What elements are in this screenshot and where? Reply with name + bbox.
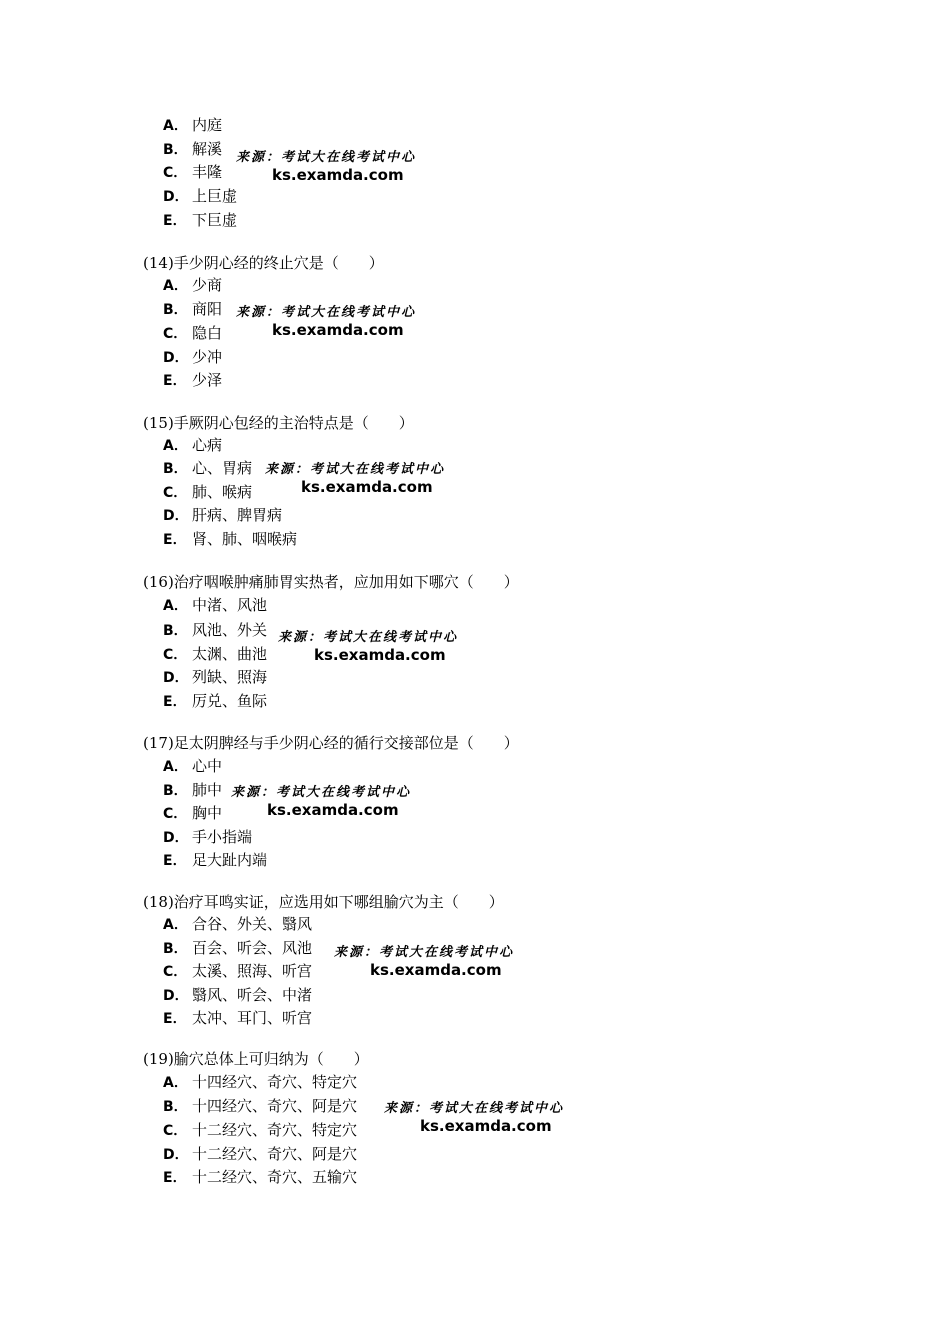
answer-option[interactable] (163, 323, 222, 344)
question-text: (16)治疗咽喉肿痛肺胃实热者，应加用如下哪穴（ ） (143, 573, 519, 591)
answer-option[interactable] (163, 914, 312, 935)
source-watermark (236, 150, 416, 184)
answer-option[interactable] (163, 644, 267, 665)
answer-option[interactable] (163, 505, 282, 526)
option-text: 太渊、曲池 (192, 645, 268, 663)
watermark-url: ks.examda.com (370, 961, 502, 979)
question-text: (19)腧穴总体上可归纳为（ ） (143, 1050, 369, 1068)
option-letter: E． (163, 853, 187, 869)
answer-option[interactable] (163, 595, 267, 616)
watermark-url: ks.examda.com (420, 1117, 552, 1135)
answer-option[interactable] (163, 370, 222, 391)
watermark-source-label: 来源：考试大在线考试中心 (236, 150, 417, 165)
option-text: 太冲、耳门、听宫 (192, 1009, 313, 1027)
option-text: 中渚、风池 (192, 596, 268, 614)
watermark-url: ks.examda.com (314, 646, 446, 664)
option-text: 解溪 (192, 140, 223, 158)
answer-option[interactable] (163, 827, 252, 848)
source-watermark (278, 630, 458, 664)
answer-option[interactable] (163, 938, 312, 959)
option-letter: E． (163, 373, 187, 389)
source-watermark (265, 462, 445, 496)
option-letter: A． (163, 917, 188, 933)
option-text: 隐白 (192, 324, 223, 342)
option-text: 内庭 (192, 116, 223, 134)
answer-option[interactable] (163, 850, 267, 871)
option-letter: A． (163, 1075, 188, 1091)
option-text: 上巨虚 (192, 187, 238, 205)
answer-option[interactable] (163, 1096, 357, 1117)
option-text: 心、胃病 (192, 459, 253, 477)
option-letter: D． (163, 508, 189, 524)
option-text: 胸中 (192, 804, 223, 822)
option-letter: E． (163, 1011, 187, 1027)
source-watermark (236, 305, 416, 339)
question-text: (18)治疗耳鸣实证，应选用如下哪组腧穴为主（ ） (143, 893, 504, 911)
option-text: 手小指端 (192, 828, 253, 846)
question-text: (14)手少阴心经的终止穴是（ ） (143, 254, 384, 272)
option-letter: A． (163, 438, 188, 454)
option-text: 足大趾内端 (192, 851, 268, 869)
option-letter: D． (163, 189, 189, 205)
watermark-source-label: 来源：考试大在线考试中心 (384, 1101, 565, 1116)
option-letter: E． (163, 213, 187, 229)
option-text: 下巨虚 (192, 211, 238, 229)
option-text: 十二经穴、奇穴、阿是穴 (192, 1145, 358, 1163)
option-letter: B． (163, 302, 188, 318)
option-letter: C． (163, 647, 188, 663)
answer-option[interactable] (163, 162, 222, 183)
answer-option[interactable] (163, 1167, 357, 1188)
option-letter: D． (163, 670, 189, 686)
answer-option[interactable] (163, 210, 237, 231)
answer-option[interactable] (163, 667, 267, 688)
option-letter: E． (163, 532, 187, 548)
answer-option[interactable] (163, 620, 267, 641)
option-text: 丰隆 (192, 163, 223, 181)
option-letter: C． (163, 964, 188, 980)
option-letter: B． (163, 783, 188, 799)
option-text: 十四经穴、奇穴、特定穴 (192, 1073, 358, 1091)
option-text: 少泽 (192, 371, 223, 389)
option-text: 十二经穴、奇穴、特定穴 (192, 1121, 358, 1139)
option-letter: E． (163, 1170, 187, 1186)
answer-option[interactable] (163, 529, 297, 550)
option-text: 厉兑、鱼际 (192, 692, 268, 710)
option-letter: B． (163, 1099, 188, 1115)
option-letter: B． (163, 623, 188, 639)
option-text: 列缺、照海 (192, 668, 268, 686)
answer-option[interactable] (163, 691, 267, 712)
answer-option[interactable] (163, 115, 222, 136)
option-text: 少冲 (192, 348, 223, 366)
question-text: (15)手厥阴心包经的主治特点是（ ） (143, 414, 414, 432)
option-text: 翳风、听会、中渚 (192, 986, 313, 1004)
option-letter: D． (163, 350, 189, 366)
option-letter: D． (163, 830, 189, 846)
option-letter: D． (163, 1147, 189, 1163)
answer-option[interactable] (163, 1008, 312, 1029)
option-letter: C． (163, 165, 188, 181)
option-letter: C． (163, 806, 188, 822)
option-letter: A． (163, 118, 188, 134)
option-text: 心病 (192, 436, 223, 454)
option-letter: B． (163, 941, 188, 957)
source-watermark (231, 785, 411, 819)
option-text: 十四经穴、奇穴、阿是穴 (192, 1097, 358, 1115)
option-letter: C． (163, 1123, 188, 1139)
watermark-source-label: 来源：考试大在线考试中心 (265, 462, 446, 477)
answer-option[interactable] (163, 803, 222, 824)
option-letter: A． (163, 598, 188, 614)
answer-option[interactable] (163, 482, 252, 503)
option-text: 肺中 (192, 781, 223, 799)
source-watermark (334, 945, 514, 979)
source-watermark (384, 1101, 564, 1135)
answer-option[interactable] (163, 435, 222, 456)
option-letter: C． (163, 485, 188, 501)
watermark-source-label: 来源：考试大在线考试中心 (278, 630, 459, 645)
watermark-url: ks.examda.com (272, 166, 404, 184)
option-text: 肾、肺、咽喉病 (192, 530, 298, 548)
answer-option[interactable] (163, 186, 237, 207)
answer-option[interactable] (163, 1072, 357, 1093)
watermark-url: ks.examda.com (272, 321, 404, 339)
answer-option[interactable] (163, 985, 312, 1006)
option-text: 肝病、脾胃病 (192, 506, 283, 524)
answer-option[interactable] (163, 299, 222, 320)
option-text: 十二经穴、奇穴、五输穴 (192, 1168, 358, 1186)
option-letter: D． (163, 988, 189, 1004)
option-letter: A． (163, 759, 188, 775)
question-text: (17)足太阴脾经与手少阴心经的循行交接部位是（ ） (143, 734, 519, 752)
option-text: 商阳 (192, 300, 223, 318)
answer-option[interactable] (163, 347, 222, 368)
option-letter: A． (163, 278, 188, 294)
watermark-source-label: 来源：考试大在线考试中心 (334, 945, 515, 960)
option-letter: B． (163, 461, 188, 477)
watermark-source-label: 来源：考试大在线考试中心 (231, 785, 412, 800)
option-letter: E． (163, 694, 187, 710)
answer-option[interactable] (163, 1120, 357, 1141)
option-text: 百会、听会、风池 (192, 939, 313, 957)
answer-option[interactable] (163, 961, 312, 982)
option-text: 风池、外关 (192, 621, 268, 639)
option-text: 心中 (192, 757, 223, 775)
answer-option[interactable] (163, 756, 222, 777)
answer-option[interactable] (163, 780, 222, 801)
answer-option[interactable] (163, 139, 222, 160)
answer-option[interactable] (163, 1144, 357, 1165)
option-text: 少商 (192, 276, 223, 294)
watermark-source-label: 来源：考试大在线考试中心 (236, 305, 417, 320)
option-text: 肺、喉病 (192, 483, 253, 501)
answer-option[interactable] (163, 458, 252, 479)
option-text: 太溪、照海、听宫 (192, 962, 313, 980)
answer-option[interactable] (163, 275, 222, 296)
option-letter: B． (163, 142, 188, 158)
option-letter: C． (163, 326, 188, 342)
option-text: 合谷、外关、翳风 (192, 915, 313, 933)
watermark-url: ks.examda.com (267, 801, 399, 819)
watermark-url: ks.examda.com (301, 478, 433, 496)
